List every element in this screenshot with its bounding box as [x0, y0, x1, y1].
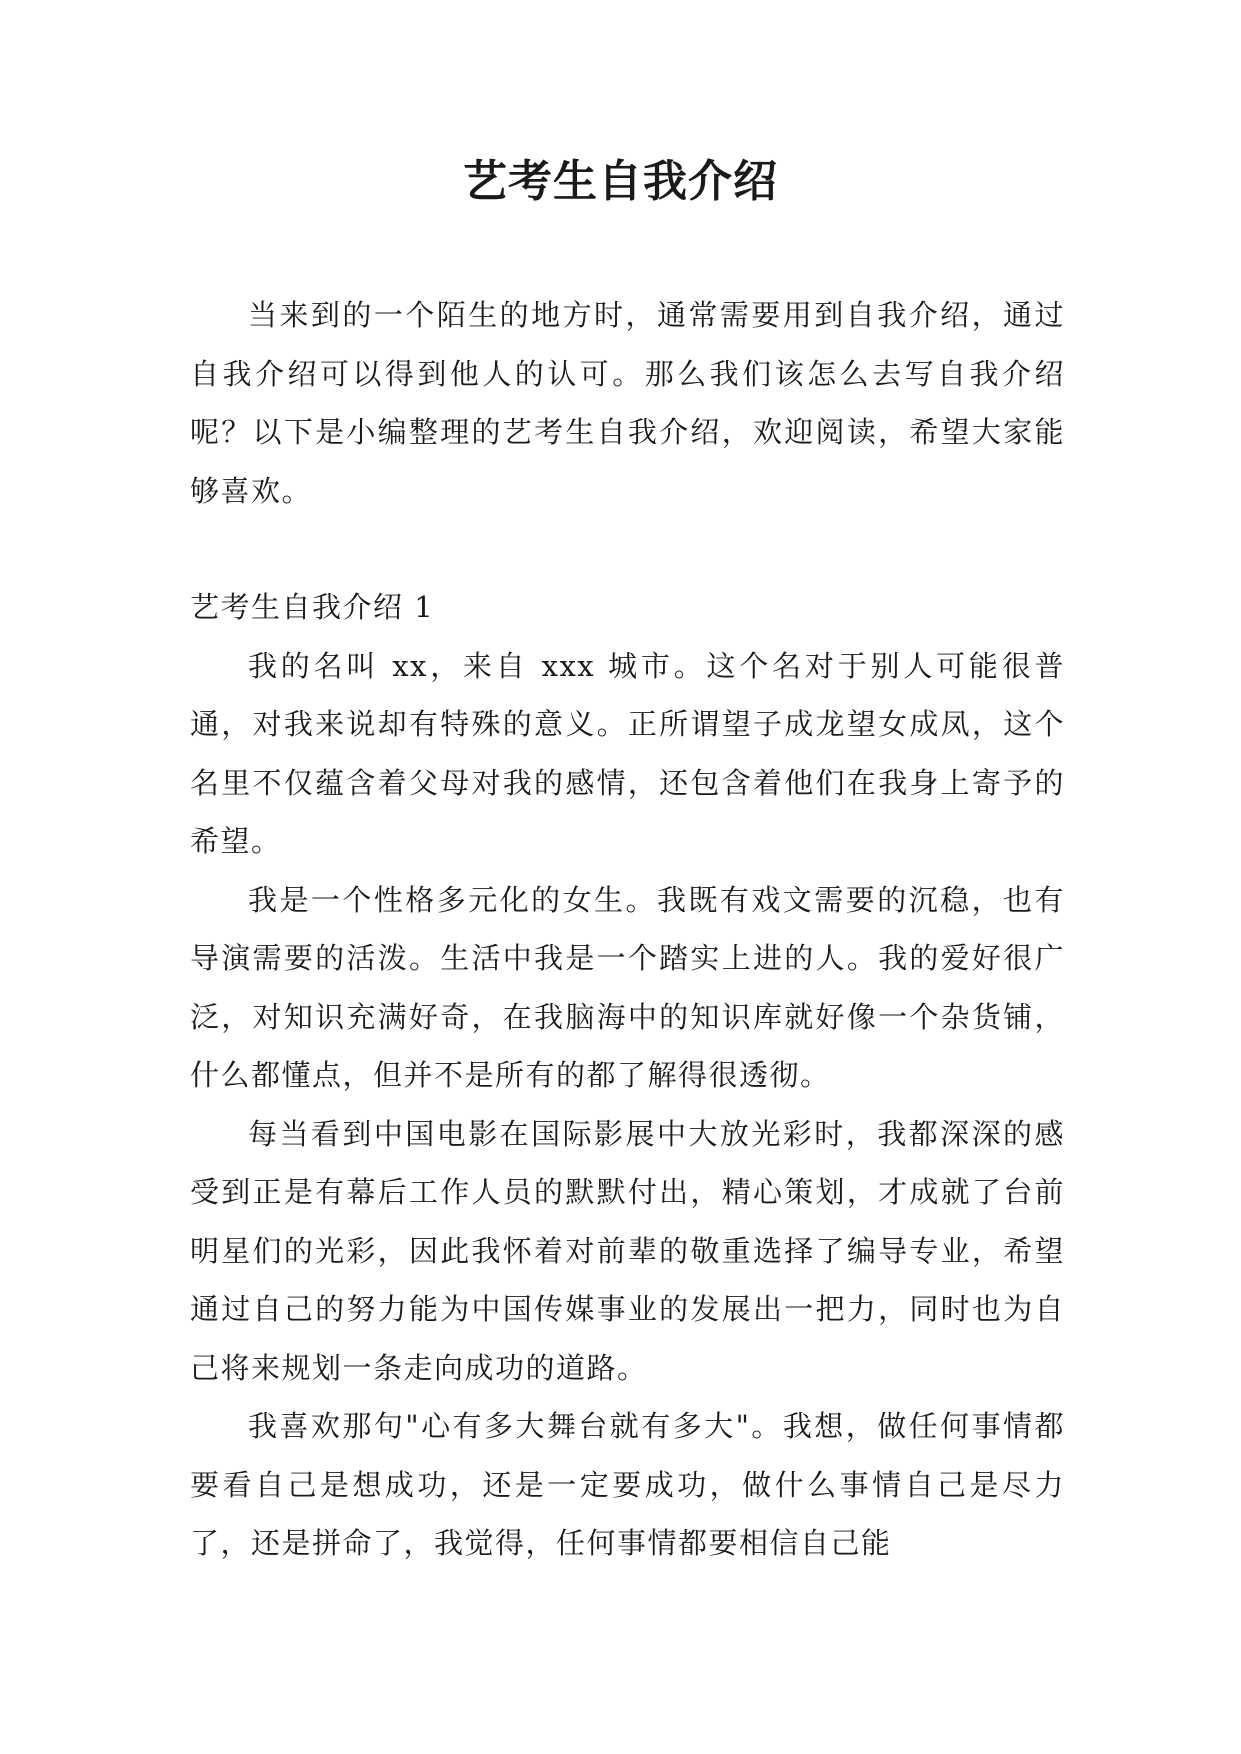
body-paragraph: 我的名叫 xx，来自 xxx 城市。这个名对于别人可能很普通，对我来说却有特殊的意义。正所谓望子成龙望女成凤，这个名里不仅蕴含着父母对我的感情，还包含着他们在我身上寄予的希望。 [190, 648, 1065, 858]
intro-paragraph: 当来到的一个陌生的地方时，通常需要用到自我介绍，通过自我介绍可以得到他人的认可。那么我们该怎么去写自我介绍呢？以下是小编整理的艺考生自我介绍，欢迎阅读，希望大家能够喜欢。 [190, 298, 1065, 508]
section-heading: 艺考生自我介绍 1 [190, 590, 435, 624]
body-paragraph: 我喜欢那句"心有多大舞台就有多大"。我想，做任何事情都要看自己是想成功，还是一定要成功，做什么事情自己是尽力了，还是拼命了，我觉得，任何事情都要相信自己能 [190, 1409, 1065, 1560]
document-title: 艺考生自我介绍 [463, 156, 778, 207]
document-body [190, 286, 1065, 1573]
body-paragraph: 每当看到中国电影在国际影展中大放光彩时，我都深深的感受到正是有幕后工作人员的默默付出，精心策划，才成就了台前明星们的光彩，因此我怀着对前辈的敬重选择了编导专业，希望通过自己的努力能为中国传媒事业的发展出一把力，同时也为自己将来规划一条走向成功的道路。 [190, 1116, 1065, 1385]
body-paragraph: 我是一个性格多元化的女生。我既有戏文需要的沉稳，也有导演需要的活泼。生活中我是一个踏实上进的人。我的爱好很广泛，对知识充满好奇，在我脑海中的知识库就好像一个杂货铺，什么都懂点，但并不是所有的都了解得很透彻。 [190, 882, 1065, 1092]
